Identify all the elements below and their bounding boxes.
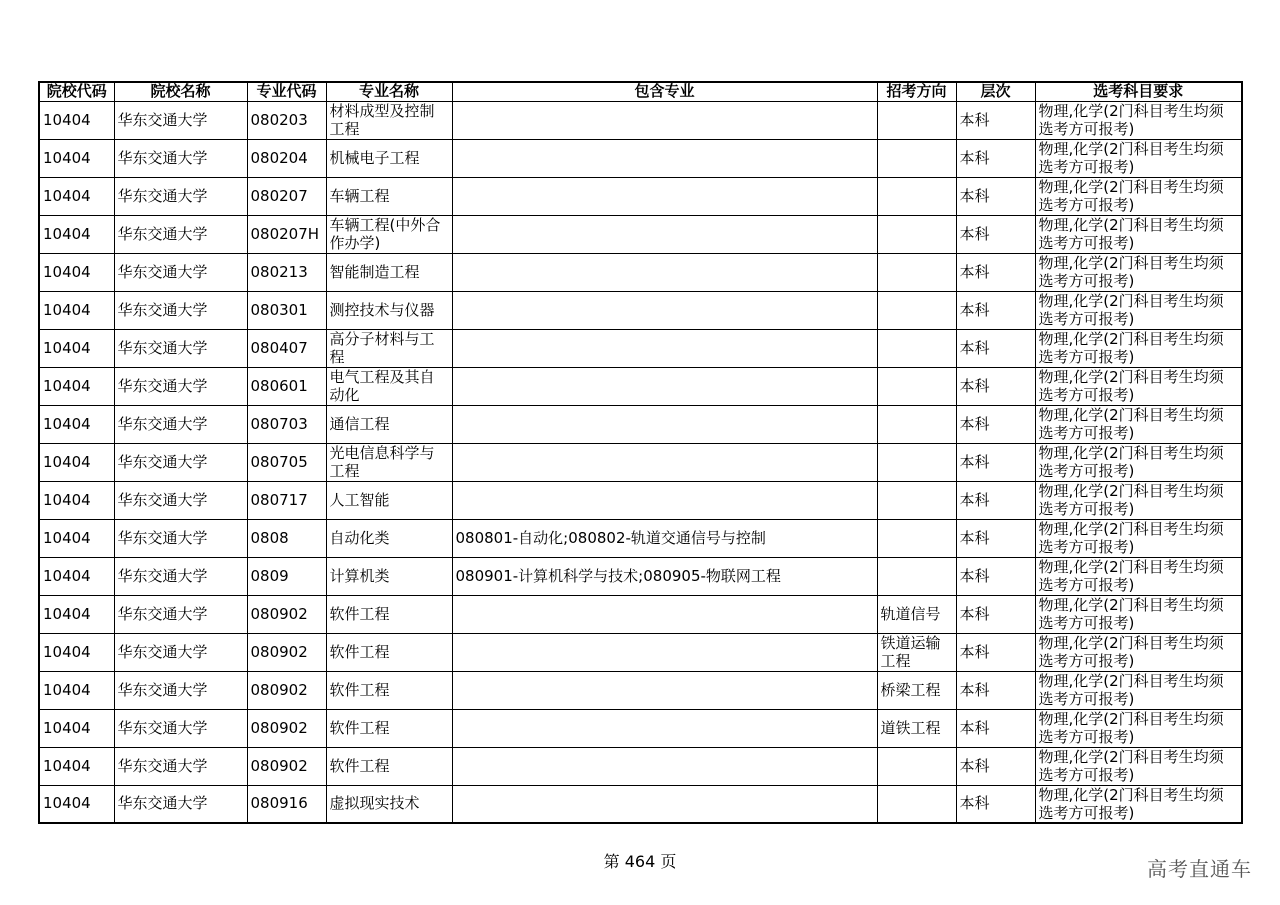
cell-major-code: 080705 [247,443,326,481]
cell-included-majors [452,253,877,291]
cell-major-name: 软件工程 [326,747,452,785]
cell-direction [877,101,956,139]
cell-included-majors: 080801-自动化;080802-轨道交通信号与控制 [452,519,877,557]
table-row [39,177,1242,215]
cell-included-majors [452,633,877,671]
cell-school-code: 10404 [39,101,114,139]
cell-direction [877,329,956,367]
cell-major-code: 080207 [247,177,326,215]
cell-school-code: 10404 [39,595,114,633]
cell-major-name: 软件工程 [326,709,452,747]
cell-level: 本科 [956,215,1035,253]
cell-subject-requirement: 物理,化学(2门科目考生均须选考方可报考) [1035,747,1242,785]
cell-level: 本科 [956,747,1035,785]
cell-major-code: 080213 [247,253,326,291]
cell-school-code: 10404 [39,633,114,671]
cell-subject-requirement: 物理,化学(2门科目考生均须选考方可报考) [1035,633,1242,671]
cell-major-code: 080902 [247,747,326,785]
table-row [39,443,1242,481]
cell-level: 本科 [956,595,1035,633]
cell-school-name: 华东交通大学 [114,595,247,633]
cell-level: 本科 [956,291,1035,329]
cell-major-code: 080703 [247,405,326,443]
table-body [39,101,1242,823]
cell-direction [877,215,956,253]
cell-major-name: 车辆工程 [326,177,452,215]
cell-major-code: 080902 [247,709,326,747]
cell-school-name: 华东交通大学 [114,215,247,253]
table-row [39,671,1242,709]
table-row [39,481,1242,519]
cell-school-code: 10404 [39,557,114,595]
cell-level: 本科 [956,367,1035,405]
cell-included-majors [452,291,877,329]
cell-included-majors [452,785,877,823]
cell-major-name: 光电信息科学与工程 [326,443,452,481]
cell-school-code: 10404 [39,785,114,823]
cell-major-name: 测控技术与仪器 [326,291,452,329]
cell-included-majors [452,139,877,177]
column-header-major-name: 专业名称 [326,82,452,101]
cell-included-majors [452,595,877,633]
cell-direction [877,367,956,405]
cell-major-name: 虚拟现实技术 [326,785,452,823]
cell-direction [877,443,956,481]
cell-school-code: 10404 [39,253,114,291]
cell-level: 本科 [956,139,1035,177]
cell-major-name: 通信工程 [326,405,452,443]
cell-direction [877,253,956,291]
cell-included-majors [452,329,877,367]
cell-direction [877,785,956,823]
column-header-school-name: 院校名称 [114,82,247,101]
cell-subject-requirement: 物理,化学(2门科目考生均须选考方可报考) [1035,177,1242,215]
cell-subject-requirement: 物理,化学(2门科目考生均须选考方可报考) [1035,557,1242,595]
cell-subject-requirement: 物理,化学(2门科目考生均须选考方可报考) [1035,481,1242,519]
cell-school-name: 华东交通大学 [114,367,247,405]
cell-major-name: 车辆工程(中外合作办学) [326,215,452,253]
cell-included-majors [452,709,877,747]
cell-school-name: 华东交通大学 [114,481,247,519]
column-header-subject-requirement: 选考科目要求 [1035,82,1242,101]
table-header [39,82,1242,101]
cell-included-majors [452,177,877,215]
column-header-included-majors: 包含专业 [452,82,877,101]
cell-included-majors [452,215,877,253]
cell-level: 本科 [956,671,1035,709]
cell-direction [877,405,956,443]
column-header-major-code: 专业代码 [247,82,326,101]
cell-major-code: 080902 [247,595,326,633]
cell-direction [877,519,956,557]
cell-major-name: 电气工程及其自动化 [326,367,452,405]
cell-level: 本科 [956,443,1035,481]
cell-included-majors: 080901-计算机科学与技术;080905-物联网工程 [452,557,877,595]
cell-level: 本科 [956,633,1035,671]
cell-level: 本科 [956,709,1035,747]
cell-major-code: 080717 [247,481,326,519]
cell-school-code: 10404 [39,367,114,405]
cell-school-name: 华东交通大学 [114,519,247,557]
cell-included-majors [452,101,877,139]
cell-major-name: 材料成型及控制工程 [326,101,452,139]
cell-subject-requirement: 物理,化学(2门科目考生均须选考方可报考) [1035,215,1242,253]
cell-major-name: 高分子材料与工程 [326,329,452,367]
cell-major-name: 软件工程 [326,595,452,633]
cell-school-name: 华东交通大学 [114,671,247,709]
cell-direction [877,139,956,177]
cell-school-code: 10404 [39,329,114,367]
cell-major-name: 软件工程 [326,633,452,671]
cell-school-code: 10404 [39,671,114,709]
cell-major-code: 080301 [247,291,326,329]
cell-school-code: 10404 [39,443,114,481]
cell-subject-requirement: 物理,化学(2门科目考生均须选考方可报考) [1035,291,1242,329]
cell-school-name: 华东交通大学 [114,557,247,595]
table-row [39,139,1242,177]
cell-level: 本科 [956,329,1035,367]
cell-included-majors [452,405,877,443]
table-row [39,291,1242,329]
cell-direction [877,291,956,329]
cell-school-code: 10404 [39,747,114,785]
cell-school-code: 10404 [39,177,114,215]
table-row [39,595,1242,633]
table-row [39,709,1242,747]
cell-major-name: 软件工程 [326,671,452,709]
cell-direction [877,177,956,215]
cell-subject-requirement: 物理,化学(2门科目考生均须选考方可报考) [1035,253,1242,291]
cell-major-code: 080601 [247,367,326,405]
cell-major-code: 080902 [247,633,326,671]
cell-school-name: 华东交通大学 [114,785,247,823]
cell-school-code: 10404 [39,215,114,253]
cell-major-code: 0808 [247,519,326,557]
cell-major-name: 人工智能 [326,481,452,519]
cell-school-code: 10404 [39,709,114,747]
cell-school-code: 10404 [39,481,114,519]
cell-major-code: 080204 [247,139,326,177]
table-row [39,215,1242,253]
cell-school-name: 华东交通大学 [114,443,247,481]
cell-level: 本科 [956,405,1035,443]
cell-subject-requirement: 物理,化学(2门科目考生均须选考方可报考) [1035,785,1242,823]
cell-school-name: 华东交通大学 [114,253,247,291]
cell-major-code: 080407 [247,329,326,367]
table-row [39,633,1242,671]
cell-included-majors [452,747,877,785]
cell-school-name: 华东交通大学 [114,633,247,671]
table-row [39,253,1242,291]
table-row [39,329,1242,367]
cell-direction [877,481,956,519]
cell-school-name: 华东交通大学 [114,405,247,443]
page-number: 第 464 页 [603,852,677,871]
cell-included-majors [452,671,877,709]
cell-school-name: 华东交通大学 [114,139,247,177]
cell-subject-requirement: 物理,化学(2门科目考生均须选考方可报考) [1035,329,1242,367]
cell-level: 本科 [956,101,1035,139]
cell-level: 本科 [956,253,1035,291]
cell-level: 本科 [956,557,1035,595]
cell-major-code: 0809 [247,557,326,595]
cell-direction: 道铁工程 [877,709,956,747]
cell-school-name: 华东交通大学 [114,747,247,785]
cell-school-name: 华东交通大学 [114,329,247,367]
column-header-school-code: 院校代码 [39,82,114,101]
cell-subject-requirement: 物理,化学(2门科目考生均须选考方可报考) [1035,139,1242,177]
cell-major-code: 080916 [247,785,326,823]
cell-subject-requirement: 物理,化学(2门科目考生均须选考方可报考) [1035,671,1242,709]
cell-level: 本科 [956,519,1035,557]
cell-direction [877,747,956,785]
cell-school-code: 10404 [39,139,114,177]
cell-included-majors [452,481,877,519]
header-row [39,82,1242,101]
table-row [39,557,1242,595]
cell-major-code: 080207H [247,215,326,253]
cell-school-code: 10404 [39,519,114,557]
cell-direction: 轨道信号 [877,595,956,633]
cell-school-code: 10404 [39,291,114,329]
cell-subject-requirement: 物理,化学(2门科目考生均须选考方可报考) [1035,367,1242,405]
cell-direction [877,557,956,595]
cell-school-name: 华东交通大学 [114,177,247,215]
cell-level: 本科 [956,177,1035,215]
admission-table [38,81,1243,824]
cell-major-name: 计算机类 [326,557,452,595]
cell-subject-requirement: 物理,化学(2门科目考生均须选考方可报考) [1035,405,1242,443]
column-header-level: 层次 [956,82,1035,101]
cell-major-name: 自动化类 [326,519,452,557]
table-row [39,785,1242,823]
cell-direction: 桥梁工程 [877,671,956,709]
cell-school-name: 华东交通大学 [114,709,247,747]
column-header-direction: 招考方向 [877,82,956,101]
cell-major-name: 智能制造工程 [326,253,452,291]
cell-subject-requirement: 物理,化学(2门科目考生均须选考方可报考) [1035,443,1242,481]
cell-major-code: 080203 [247,101,326,139]
cell-level: 本科 [956,481,1035,519]
cell-school-name: 华东交通大学 [114,291,247,329]
cell-major-code: 080902 [247,671,326,709]
cell-direction: 铁道运输工程 [877,633,956,671]
cell-school-code: 10404 [39,405,114,443]
cell-subject-requirement: 物理,化学(2门科目考生均须选考方可报考) [1035,595,1242,633]
table-row [39,101,1242,139]
table-row [39,367,1242,405]
cell-level: 本科 [956,785,1035,823]
cell-subject-requirement: 物理,化学(2门科目考生均须选考方可报考) [1035,709,1242,747]
cell-included-majors [452,367,877,405]
table-row [39,519,1242,557]
watermark-logo: 高考直通车 [1147,857,1252,881]
cell-included-majors [452,443,877,481]
table-row [39,747,1242,785]
cell-subject-requirement: 物理,化学(2门科目考生均须选考方可报考) [1035,519,1242,557]
cell-subject-requirement: 物理,化学(2门科目考生均须选考方可报考) [1035,101,1242,139]
cell-school-name: 华东交通大学 [114,101,247,139]
cell-major-name: 机械电子工程 [326,139,452,177]
table-row [39,405,1242,443]
